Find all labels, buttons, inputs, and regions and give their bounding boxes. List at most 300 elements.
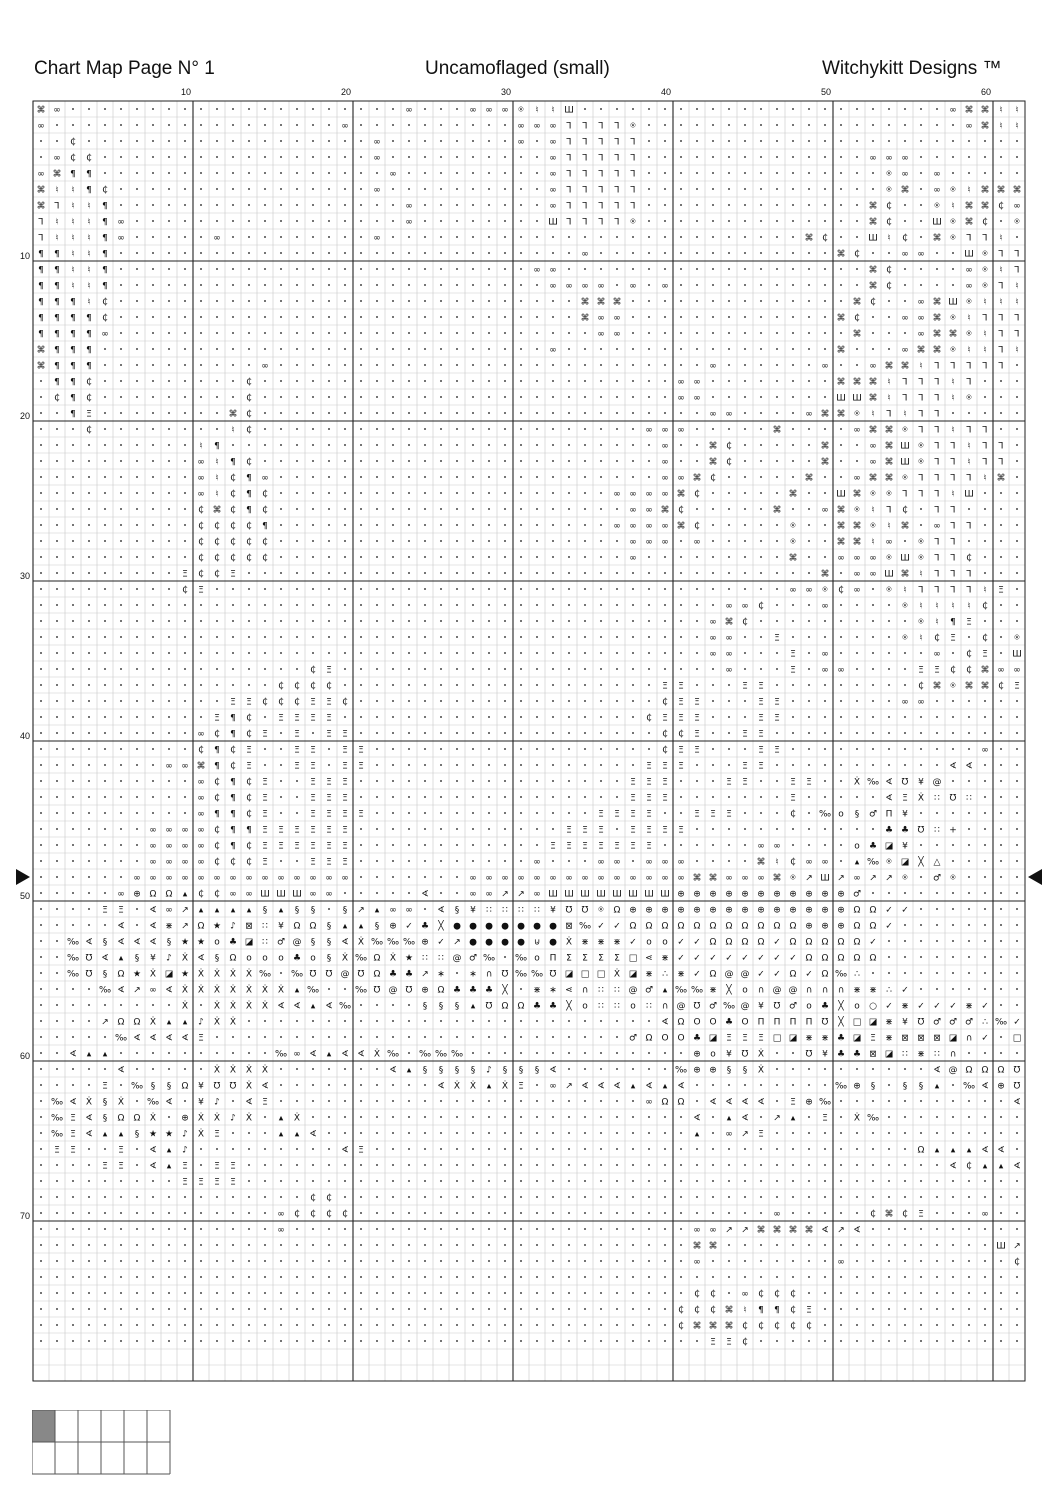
- empty-cell-dot: [136, 1244, 138, 1246]
- stitch-symbol: §: [294, 905, 300, 916]
- empty-cell-dot: [168, 444, 170, 446]
- empty-cell-dot: [872, 1196, 874, 1198]
- empty-cell-dot: [776, 444, 778, 446]
- empty-cell-dot: [504, 428, 506, 430]
- empty-cell-dot: [120, 1004, 122, 1006]
- empty-cell-dot: [632, 108, 634, 110]
- stitch-symbol: ₵: [758, 1321, 764, 1332]
- stitch-symbol: ⅂: [998, 361, 1004, 372]
- stitch-symbol: ⌘: [580, 297, 590, 308]
- empty-cell-dot: [952, 1212, 954, 1214]
- stitch-symbol: ♣: [388, 969, 398, 980]
- empty-cell-dot: [1000, 716, 1002, 718]
- stitch-symbol: Ξ: [630, 777, 636, 788]
- stitch-symbol: Ξ: [758, 1033, 764, 1044]
- empty-cell-dot: [1016, 956, 1018, 958]
- stitch-symbol: ⍟: [598, 905, 604, 916]
- empty-cell-dot: [408, 556, 410, 558]
- stitch-symbol: ‰: [50, 1113, 64, 1124]
- empty-cell-dot: [536, 764, 538, 766]
- empty-cell-dot: [952, 1308, 954, 1310]
- empty-cell-dot: [824, 172, 826, 174]
- empty-cell-dot: [168, 1340, 170, 1342]
- empty-cell-dot: [600, 1052, 602, 1054]
- empty-cell-dot: [552, 380, 554, 382]
- stitch-symbol: ♮: [951, 425, 955, 436]
- empty-cell-dot: [152, 668, 154, 670]
- empty-cell-dot: [488, 396, 490, 398]
- empty-cell-dot: [856, 652, 858, 654]
- empty-cell-dot: [504, 1228, 506, 1230]
- stitch-symbol: ⍟: [982, 265, 988, 276]
- empty-cell-dot: [392, 1004, 394, 1006]
- empty-cell-dot: [104, 460, 106, 462]
- empty-cell-dot: [600, 588, 602, 590]
- empty-cell-dot: [168, 620, 170, 622]
- stitch-symbol: Ω: [773, 921, 781, 932]
- empty-cell-dot: [424, 220, 426, 222]
- empty-cell-dot: [984, 972, 986, 974]
- empty-cell-dot: [680, 364, 682, 366]
- empty-cell-dot: [136, 476, 138, 478]
- empty-cell-dot: [376, 876, 378, 878]
- empty-cell-dot: [584, 1132, 586, 1134]
- empty-cell-dot: [1016, 1292, 1018, 1294]
- stitch-symbol: ∷: [502, 905, 508, 916]
- empty-cell-dot: [920, 1228, 922, 1230]
- empty-cell-dot: [472, 236, 474, 238]
- stitch-symbol: §: [102, 937, 108, 948]
- stitch-symbol: Ξ: [262, 857, 268, 868]
- empty-cell-dot: [552, 684, 554, 686]
- empty-cell-dot: [408, 780, 410, 782]
- empty-cell-dot: [904, 924, 906, 926]
- empty-cell-dot: [664, 172, 666, 174]
- stitch-symbol: ⌘: [980, 665, 990, 676]
- stitch-symbol: ⅂: [998, 249, 1004, 260]
- empty-cell-dot: [248, 1020, 250, 1022]
- empty-cell-dot: [104, 588, 106, 590]
- stitch-symbol: ✓: [725, 953, 733, 964]
- empty-cell-dot: [168, 220, 170, 222]
- stitch-symbol: ∞: [661, 425, 669, 436]
- empty-cell-dot: [248, 1276, 250, 1278]
- empty-cell-dot: [360, 1308, 362, 1310]
- stitch-symbol: ⅂: [966, 377, 972, 388]
- stitch-symbol: ⅂: [918, 425, 924, 436]
- stitch-symbol: ∞: [981, 745, 989, 756]
- empty-cell-dot: [1000, 652, 1002, 654]
- empty-cell-dot: [104, 556, 106, 558]
- empty-cell-dot: [184, 716, 186, 718]
- empty-cell-dot: [56, 604, 58, 606]
- empty-cell-dot: [792, 604, 794, 606]
- empty-cell-dot: [632, 1180, 634, 1182]
- empty-cell-dot: [760, 444, 762, 446]
- empty-cell-dot: [184, 652, 186, 654]
- empty-cell-dot: [72, 812, 74, 814]
- stitch-symbol: Ξ: [582, 841, 588, 852]
- empty-cell-dot: [408, 188, 410, 190]
- empty-cell-dot: [440, 1324, 442, 1326]
- empty-cell-dot: [1000, 908, 1002, 910]
- stitch-symbol: Ẋ: [357, 937, 365, 948]
- stitch-symbol: Ω: [757, 921, 765, 932]
- empty-cell-dot: [568, 588, 570, 590]
- stitch-symbol: ◪: [564, 969, 574, 980]
- stitch-symbol: ₵: [230, 489, 236, 500]
- empty-cell-dot: [152, 1340, 154, 1342]
- stitch-symbol: ♂: [932, 1017, 942, 1028]
- empty-cell-dot: [168, 636, 170, 638]
- stitch-symbol: Ẋ: [213, 1001, 221, 1012]
- empty-cell-dot: [584, 1276, 586, 1278]
- empty-cell-dot: [776, 652, 778, 654]
- empty-cell-dot: [520, 780, 522, 782]
- stitch-symbol: ∞: [837, 665, 845, 676]
- stitch-symbol: ▴: [662, 1081, 668, 1092]
- empty-cell-dot: [632, 348, 634, 350]
- empty-cell-dot: [920, 236, 922, 238]
- empty-cell-dot: [840, 764, 842, 766]
- empty-cell-dot: [184, 140, 186, 142]
- empty-cell-dot: [328, 1292, 330, 1294]
- empty-cell-dot: [584, 332, 586, 334]
- empty-cell-dot: [536, 348, 538, 350]
- stitch-symbol: ⅂: [950, 473, 956, 484]
- empty-cell-dot: [344, 476, 346, 478]
- stitch-symbol: ∞: [837, 1257, 845, 1268]
- empty-cell-dot: [136, 1308, 138, 1310]
- empty-cell-dot: [536, 412, 538, 414]
- empty-cell-dot: [552, 332, 554, 334]
- empty-cell-dot: [328, 460, 330, 462]
- stitch-symbol: Ξ: [758, 713, 764, 724]
- stitch-symbol: Ξ: [598, 825, 604, 836]
- stitch-symbol: ₵: [102, 185, 108, 196]
- stitch-symbol: ⅂: [934, 473, 940, 484]
- empty-cell-dot: [952, 844, 954, 846]
- stitch-symbol: ₵: [310, 681, 316, 692]
- empty-cell-dot: [376, 764, 378, 766]
- empty-cell-dot: [616, 1100, 618, 1102]
- stitch-symbol: ▴: [934, 1145, 940, 1156]
- empty-cell-dot: [520, 1132, 522, 1134]
- stitch-symbol: ♮: [999, 233, 1003, 244]
- empty-cell-dot: [888, 1340, 890, 1342]
- empty-cell-dot: [216, 332, 218, 334]
- empty-cell-dot: [520, 316, 522, 318]
- empty-cell-dot: [968, 156, 970, 158]
- empty-cell-dot: [424, 1340, 426, 1342]
- empty-cell-dot: [152, 636, 154, 638]
- empty-cell-dot: [760, 556, 762, 558]
- stitch-symbol: ∩: [581, 985, 589, 996]
- stitch-symbol: ∞: [165, 857, 173, 868]
- stitch-symbol: §: [326, 937, 332, 948]
- empty-cell-dot: [312, 1324, 314, 1326]
- stitch-symbol: ✓: [597, 921, 605, 932]
- empty-cell-dot: [760, 1180, 762, 1182]
- empty-cell-dot: [824, 108, 826, 110]
- empty-cell-dot: [744, 1276, 746, 1278]
- empty-cell-dot: [520, 1052, 522, 1054]
- empty-cell-dot: [680, 188, 682, 190]
- stitch-symbol: ⅂: [934, 537, 940, 548]
- empty-cell-dot: [296, 364, 298, 366]
- stitch-symbol: Ξ: [646, 793, 652, 804]
- empty-cell-dot: [824, 124, 826, 126]
- empty-cell-dot: [664, 300, 666, 302]
- empty-cell-dot: [328, 572, 330, 574]
- empty-cell-dot: [488, 300, 490, 302]
- stitch-symbol: ∞: [645, 873, 653, 884]
- empty-cell-dot: [296, 812, 298, 814]
- stitch-symbol: §: [150, 1081, 156, 1092]
- empty-cell-dot: [792, 332, 794, 334]
- stitch-symbol: Ш: [820, 873, 830, 884]
- stitch-symbol: ⅂: [598, 185, 604, 196]
- empty-cell-dot: [248, 588, 250, 590]
- empty-cell-dot: [888, 940, 890, 942]
- empty-cell-dot: [424, 540, 426, 542]
- empty-cell-dot: [200, 668, 202, 670]
- empty-cell-dot: [136, 828, 138, 830]
- empty-cell-dot: [72, 924, 74, 926]
- empty-cell-dot: [520, 1100, 522, 1102]
- empty-cell-dot: [648, 476, 650, 478]
- empty-cell-dot: [392, 1260, 394, 1262]
- empty-cell-dot: [136, 1292, 138, 1294]
- empty-cell-dot: [280, 284, 282, 286]
- empty-cell-dot: [840, 780, 842, 782]
- empty-cell-dot: [200, 380, 202, 382]
- empty-cell-dot: [456, 620, 458, 622]
- empty-cell-dot: [792, 1068, 794, 1070]
- empty-cell-dot: [824, 796, 826, 798]
- stitch-symbol: ⅂: [902, 393, 908, 404]
- row-number: 50: [19, 891, 30, 901]
- empty-cell-dot: [424, 876, 426, 878]
- empty-cell-dot: [504, 1244, 506, 1246]
- empty-cell-dot: [552, 572, 554, 574]
- stitch-symbol: ⅂: [566, 169, 572, 180]
- stitch-symbol: ▴: [166, 1145, 172, 1156]
- empty-cell-dot: [952, 988, 954, 990]
- empty-cell-dot: [632, 1100, 634, 1102]
- empty-cell-dot: [488, 860, 490, 862]
- empty-cell-dot: [488, 156, 490, 158]
- empty-cell-dot: [1016, 1276, 1018, 1278]
- stitch-symbol: ∢: [293, 1001, 301, 1012]
- empty-cell-dot: [88, 668, 90, 670]
- stitch-symbol: ⊕: [741, 905, 749, 916]
- empty-cell-dot: [840, 1180, 842, 1182]
- stitch-symbol: ⅂: [598, 169, 604, 180]
- empty-cell-dot: [1000, 812, 1002, 814]
- empty-cell-dot: [744, 444, 746, 446]
- stitch-symbol: ∩: [661, 1001, 669, 1012]
- empty-cell-dot: [680, 220, 682, 222]
- stitch-symbol: ¶: [262, 521, 268, 532]
- stitch-symbol: ✓: [773, 969, 781, 980]
- empty-cell-dot: [376, 1036, 378, 1038]
- empty-cell-dot: [104, 748, 106, 750]
- empty-cell-dot: [648, 412, 650, 414]
- empty-cell-dot: [904, 716, 906, 718]
- empty-cell-dot: [1016, 588, 1018, 590]
- empty-cell-dot: [40, 1052, 42, 1054]
- stitch-symbol: Ξ: [902, 793, 908, 804]
- empty-cell-dot: [584, 684, 586, 686]
- stitch-symbol: ¶: [38, 265, 44, 276]
- stitch-symbol: ♮: [87, 201, 91, 212]
- stitch-symbol: ⅂: [934, 505, 940, 516]
- empty-cell-dot: [376, 812, 378, 814]
- empty-cell-dot: [872, 652, 874, 654]
- empty-cell-dot: [216, 364, 218, 366]
- empty-cell-dot: [632, 1276, 634, 1278]
- empty-cell-dot: [360, 444, 362, 446]
- empty-cell-dot: [248, 364, 250, 366]
- empty-cell-dot: [328, 908, 330, 910]
- empty-cell-dot: [40, 1244, 42, 1246]
- empty-cell-dot: [392, 1036, 394, 1038]
- empty-cell-dot: [328, 636, 330, 638]
- stitch-symbol: ↗: [725, 1225, 733, 1236]
- empty-cell-dot: [952, 1116, 954, 1118]
- empty-cell-dot: [632, 364, 634, 366]
- empty-cell-dot: [72, 524, 74, 526]
- stitch-symbol: ₵: [214, 569, 220, 580]
- empty-cell-dot: [296, 316, 298, 318]
- empty-cell-dot: [152, 1004, 154, 1006]
- empty-cell-dot: [760, 636, 762, 638]
- empty-cell-dot: [968, 1244, 970, 1246]
- center-marker-right: [1028, 869, 1042, 885]
- empty-cell-dot: [216, 284, 218, 286]
- empty-cell-dot: [136, 540, 138, 542]
- empty-cell-dot: [184, 1068, 186, 1070]
- empty-cell-dot: [376, 1324, 378, 1326]
- stitch-symbol: ο: [854, 841, 860, 852]
- stitch-symbol: Ẋ: [565, 937, 573, 948]
- empty-cell-dot: [136, 812, 138, 814]
- empty-cell-dot: [600, 700, 602, 702]
- empty-cell-dot: [280, 1196, 282, 1198]
- empty-cell-dot: [456, 540, 458, 542]
- empty-cell-dot: [232, 348, 234, 350]
- stitch-symbol: ∢: [709, 1097, 717, 1108]
- stitch-symbol: ♪: [486, 1065, 492, 1076]
- empty-cell-dot: [952, 1180, 954, 1182]
- empty-cell-dot: [392, 572, 394, 574]
- stitch-symbol: ¶: [54, 361, 60, 372]
- stitch-symbol: ⅂: [902, 377, 908, 388]
- stitch-symbol: ↗: [181, 905, 189, 916]
- empty-cell-dot: [744, 1084, 746, 1086]
- stitch-symbol: ⍟: [790, 873, 796, 884]
- empty-cell-dot: [376, 572, 378, 574]
- empty-cell-dot: [104, 476, 106, 478]
- stitch-symbol: Ẋ: [373, 1049, 381, 1060]
- empty-cell-dot: [488, 668, 490, 670]
- empty-cell-dot: [792, 1212, 794, 1214]
- empty-cell-dot: [680, 412, 682, 414]
- empty-cell-dot: [104, 1196, 106, 1198]
- empty-cell-dot: [744, 300, 746, 302]
- stitch-symbol: ⅂: [998, 313, 1004, 324]
- empty-cell-dot: [360, 220, 362, 222]
- stitch-symbol: ¶: [102, 265, 108, 276]
- empty-cell-dot: [56, 684, 58, 686]
- stitch-symbol: Ξ: [246, 745, 252, 756]
- empty-cell-dot: [264, 1212, 266, 1214]
- empty-cell-dot: [664, 812, 666, 814]
- empty-cell-dot: [328, 1340, 330, 1342]
- empty-cell-dot: [536, 620, 538, 622]
- empty-cell-dot: [408, 236, 410, 238]
- empty-cell-dot: [600, 524, 602, 526]
- stitch-symbol: ⌘: [804, 1225, 814, 1236]
- stitch-symbol: ₵: [678, 1305, 684, 1316]
- stitch-symbol: Ω: [613, 905, 621, 916]
- empty-cell-dot: [680, 588, 682, 590]
- empty-cell-dot: [808, 668, 810, 670]
- stitch-symbol: ₵: [246, 777, 252, 788]
- stitch-symbol: ‰: [530, 969, 544, 980]
- empty-cell-dot: [488, 764, 490, 766]
- empty-cell-dot: [1000, 764, 1002, 766]
- stitch-symbol: Ẋ: [261, 1065, 269, 1076]
- empty-cell-dot: [712, 748, 714, 750]
- empty-cell-dot: [1000, 172, 1002, 174]
- empty-cell-dot: [488, 716, 490, 718]
- stitch-symbol: ♮: [951, 393, 955, 404]
- empty-cell-dot: [392, 1084, 394, 1086]
- stitch-symbol: ¶: [54, 313, 60, 324]
- stitch-symbol: ∞: [581, 249, 589, 260]
- empty-cell-dot: [440, 268, 442, 270]
- stitch-symbol: ¥: [726, 1049, 732, 1060]
- stitch-symbol: ⅂: [982, 361, 988, 372]
- stitch-symbol: Ω: [517, 1001, 525, 1012]
- empty-cell-dot: [536, 156, 538, 158]
- empty-cell-dot: [872, 140, 874, 142]
- stitch-symbol: ▴: [998, 1161, 1004, 1172]
- empty-cell-dot: [360, 1180, 362, 1182]
- empty-cell-dot: [88, 476, 90, 478]
- empty-cell-dot: [312, 588, 314, 590]
- empty-cell-dot: [360, 1212, 362, 1214]
- empty-cell-dot: [728, 828, 730, 830]
- empty-cell-dot: [312, 732, 314, 734]
- empty-cell-dot: [280, 476, 282, 478]
- empty-cell-dot: [312, 1148, 314, 1150]
- empty-cell-dot: [968, 940, 970, 942]
- stitch-symbol: ♪: [182, 1129, 188, 1140]
- empty-cell-dot: [40, 1100, 42, 1102]
- empty-cell-dot: [312, 1340, 314, 1342]
- empty-cell-dot: [840, 1276, 842, 1278]
- stitch-symbol: ₵: [214, 841, 220, 852]
- empty-cell-dot: [360, 1244, 362, 1246]
- empty-cell-dot: [760, 236, 762, 238]
- stitch-symbol: §: [454, 1001, 460, 1012]
- stitch-symbol: ⊕: [693, 1049, 701, 1060]
- stitch-symbol: ∞: [1013, 201, 1021, 212]
- stitch-symbol: ‰: [338, 1001, 352, 1012]
